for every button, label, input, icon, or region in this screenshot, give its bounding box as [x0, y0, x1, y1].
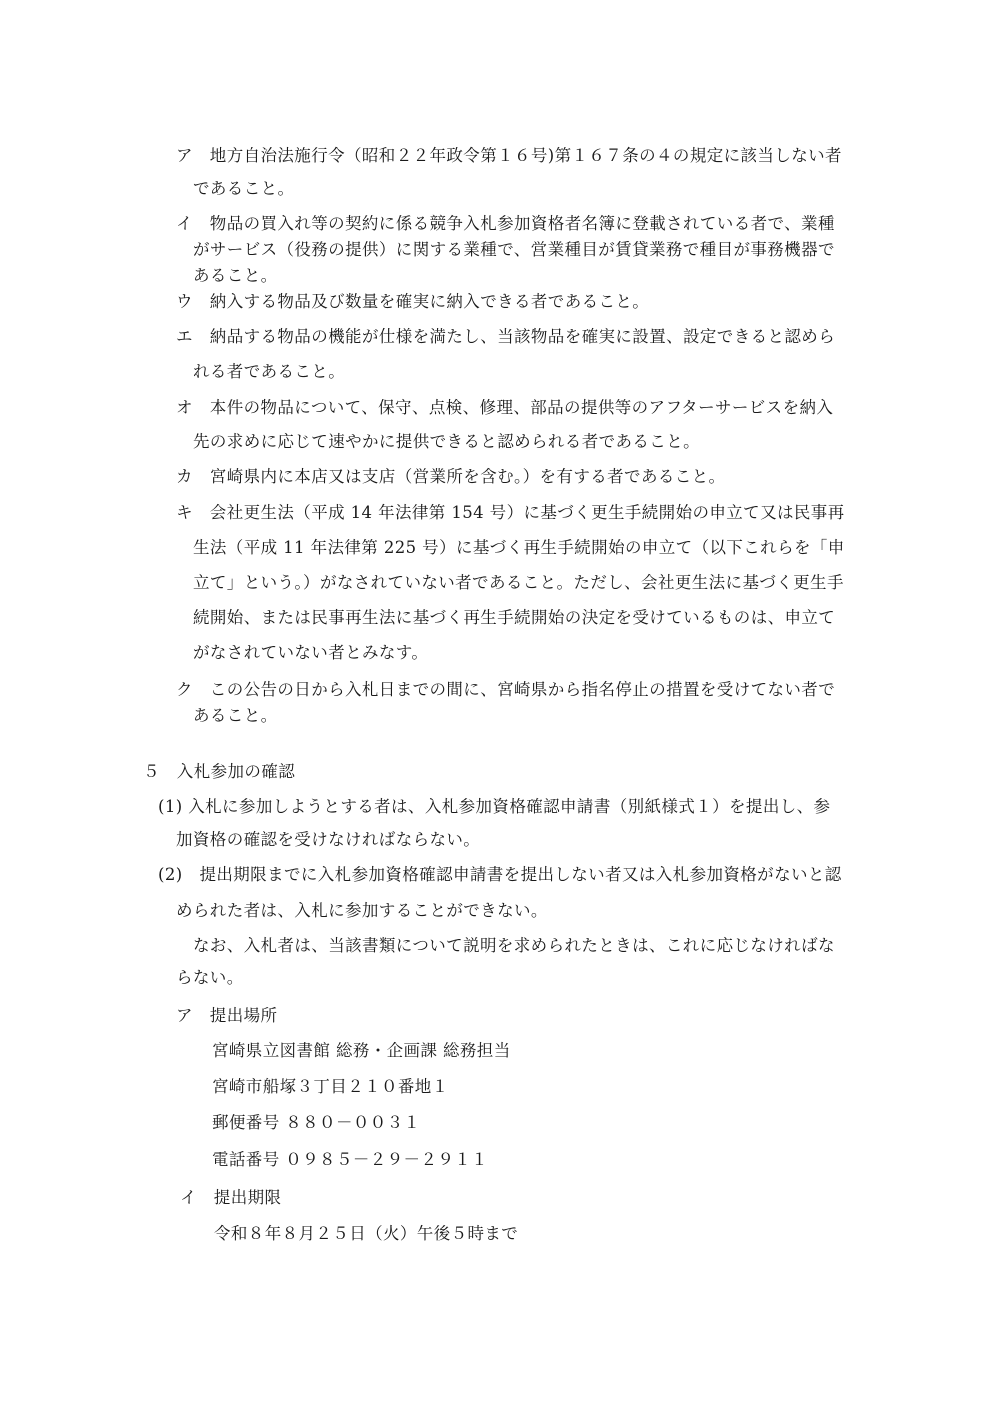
item-ki-line-4: 続開始、または民事再生法に基づく再生手続開始の決定を受けているものは、申立て — [193, 608, 836, 627]
item-o-line-2: 先の求めに応じて速やかに提供できると認められる者であること。 — [193, 432, 700, 451]
item-ku-line-1: ク この公告の日から入札日までの間に、宮崎県から指名停止の措置を受けてない者で — [176, 680, 836, 699]
item-a-line-1: ア 地方自治法施行令（昭和２２年政令第１６号)第１６７条の４の規定に該当しない者 — [176, 146, 842, 165]
item-o-line-1: オ 本件の物品について、保守、点検、修理、部品の提供等のアフターサービスを納入 — [176, 398, 834, 417]
submission-postal-code: 郵便番号 ８８０－００３１ — [212, 1113, 421, 1132]
item-ki-line-1: キ 会社更生法（平成 14 年法律第 154 号）に基づく更生手続開始の申立て又は民事再 — [176, 503, 845, 522]
item-ki-line-3: 立て」という。）がなされていない者であること。ただし、会社更生法に基づく更生手 — [193, 573, 844, 592]
paragraph-2-line-1: (2) 提出期限までに入札参加資格確認申請書を提出しない者又は入札参加資格がないと認 — [158, 865, 842, 884]
item-i-line-3: あること。 — [193, 266, 278, 285]
item-i-line-2: がサービス（役務の提供）に関する業種で、営業種目が賃貸業務で種目が事務機器で — [193, 240, 835, 259]
item-ki-line-2: 生法（平成 11 年法律第 225 号）に基づく再生手続開始の申立て（以下これらを「申 — [193, 538, 845, 557]
paragraph-1-line-1: (1) 入札に参加しようとする者は、入札参加資格確認申請書（別紙様式１）を提出し、参 — [158, 797, 831, 816]
paragraph-2-line-3: なお、入札者は、当該書類について説明を求められたときは、これに応じなければな — [193, 936, 835, 955]
submission-place-label: ア 提出場所 — [176, 1006, 278, 1025]
item-a-line-2: であること。 — [193, 179, 295, 198]
submission-deadline-label: イ 提出期限 — [180, 1188, 282, 1207]
submission-deadline-date: 令和８年８月２５日（火）午後５時まで — [214, 1224, 519, 1243]
paragraph-2-line-4: らない。 — [176, 968, 244, 987]
item-u-line-1: ウ 納入する物品及び数量を確実に納入できる者であること。 — [176, 292, 650, 311]
submission-address: 宮崎市船塚３丁目２１０番地１ — [212, 1077, 449, 1096]
submission-phone: 電話番号 ０９８５－２９－２９１１ — [212, 1150, 489, 1169]
item-i-line-1: イ 物品の買入れ等の契約に係る競争入札参加資格者名簿に登載されている者で、業種 — [176, 214, 835, 233]
item-ku-line-2: あること。 — [193, 706, 278, 725]
section-5-heading: ５ 入札参加の確認 — [143, 762, 296, 781]
item-e-line-2: れる者であること。 — [193, 362, 346, 381]
item-e-line-1: エ 納品する物品の機能が仕様を満たし、当該物品を確実に設置、設定できると認めら — [176, 327, 836, 346]
paragraph-2-line-2: められた者は、入札に参加することができない。 — [176, 901, 548, 920]
item-ka-line-1: カ 宮崎県内に本店又は支店（営業所を含む。）を有する者であること。 — [176, 467, 726, 486]
submission-office: 宮崎県立図書館 総務・企画課 総務担当 — [212, 1041, 511, 1060]
paragraph-1-line-2: 加資格の確認を受けなければならない。 — [176, 830, 481, 849]
item-ki-line-5: がなされていない者とみなす。 — [193, 643, 429, 662]
